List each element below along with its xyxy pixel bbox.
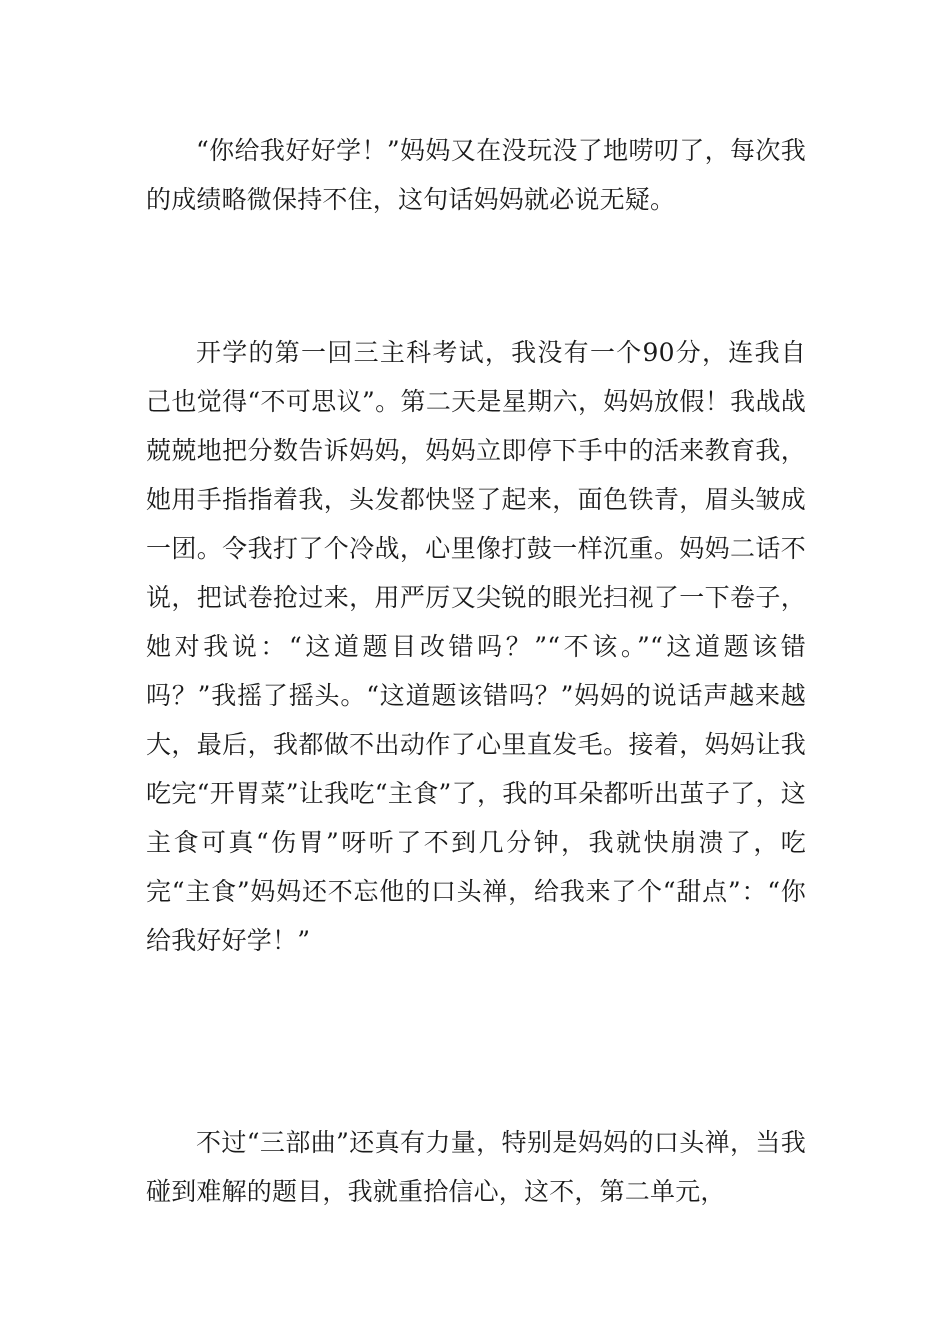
paragraph-1: “你给我好好学！”妈妈又在没玩没了地唠叨了，每次我的成绩略微保持不住，这句话妈妈就必说无疑。 <box>146 136 806 214</box>
paragraph-2: 开学的第一回三主科考试，我没有一个90分，连我自己也觉得“不可思议”。第二天是星期六，妈妈放假！我战战兢兢地把分数告诉妈妈，妈妈立即停下手中的活来教育我，她用手指指着我，头发都快竖了起来，面色铁青，眉头皱成一团。令我打了个冷战，心里像打鼓一样沉重。妈妈二话不说，把试卷抢过来，用严厉又尖锐的眼光扫视了一下卷子，她对我说：“这道题目改错吗？”“不该。”“这道题该错吗？”我摇了摇头。“这道题该错吗？”妈妈的说话声越来越大，最后，我都做不出动作了心里直发毛。接着，妈妈让我吃完“开胃菜”让我吃“主食”了，我的耳朵都听出茧子了，这主食可真“伤胃”呀听了不到几分钟，我就快崩溃了，吃完“主食”妈妈还不忘他的口头禅，给我来了个“甜点”：“你给我好好学！” <box>146 338 806 955</box>
paragraph-3: 不过“三部曲”还真有力量，特别是妈妈的口头禅，当我碰到难解的题目，我就重拾信心，这不，第二单元， <box>146 1128 806 1206</box>
